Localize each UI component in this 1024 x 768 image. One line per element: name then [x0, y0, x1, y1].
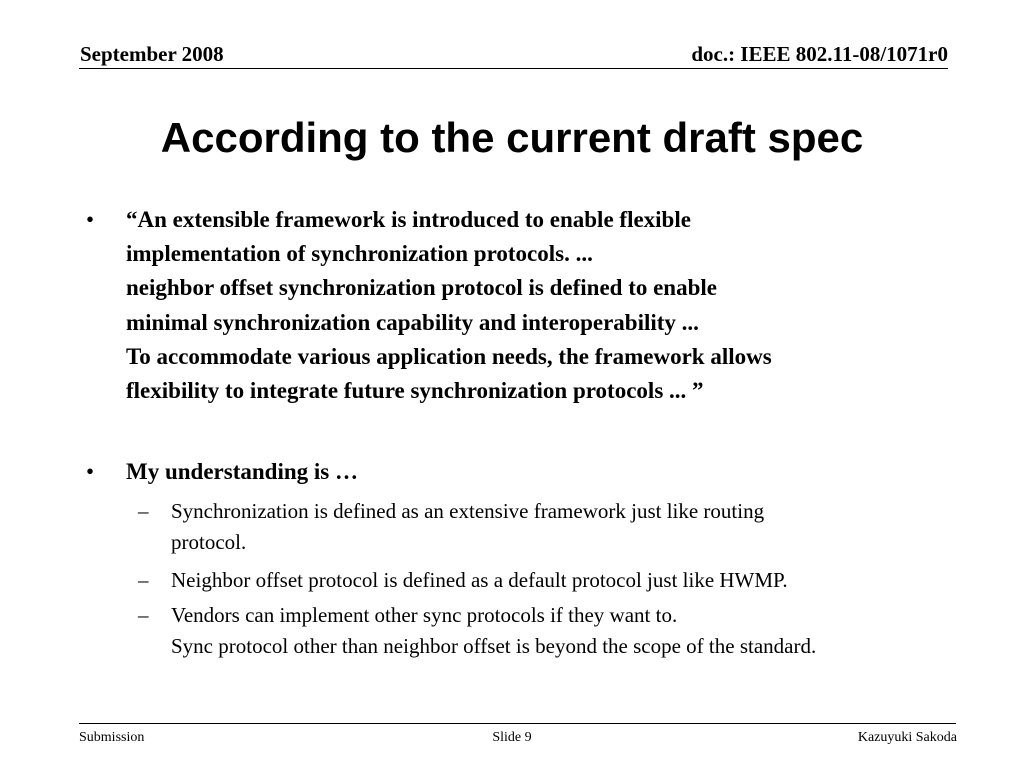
- bullet-line: “An extensible framework is introduced to enable flexible: [126, 207, 691, 232]
- sub-item-line: protocol.: [171, 530, 247, 554]
- sub-item-line: Vendors can implement other sync protocols if they want to.: [171, 603, 678, 627]
- bullet-line: To accommodate various application needs, the framework allows: [126, 343, 772, 369]
- bullet-line: implementation of synchronization protocols. ...: [126, 241, 593, 267]
- bullet-line: minimal synchronization capability and interoperability ...: [126, 309, 699, 335]
- sub-item-marker: –: [138, 568, 149, 592]
- header-date: September 2008: [80, 42, 224, 66]
- footer-divider: [79, 723, 956, 724]
- slide-title: According to the current draft spec: [160, 114, 864, 161]
- sub-item-marker: –: [138, 603, 149, 627]
- footer-slide-number: Slide 9: [492, 730, 532, 745]
- bullet-marker: •: [86, 459, 95, 484]
- sub-item-line: Sync protocol other than neighbor offset is beyond the scope of the standard.: [171, 634, 817, 658]
- bullet-marker: •: [86, 207, 95, 232]
- bullet-line: My understanding is …: [126, 459, 358, 484]
- sub-item-marker: –: [138, 499, 149, 523]
- sub-item-line: Synchronization is defined as an extensive framework just like routing: [171, 499, 765, 523]
- footer-submission: Submission: [79, 730, 145, 745]
- bullet-text: [126, 455, 996, 489]
- sub-item-line: Neighbor offset protocol is defined as a default protocol just like HWMP.: [171, 568, 788, 592]
- sub-item-text: [171, 565, 991, 596]
- footer-author: Kazuyuki Sakoda: [857, 730, 957, 745]
- bullet-text: [126, 203, 996, 408]
- bullet-line: neighbor offset synchronization protocol is defined to enable: [126, 275, 717, 301]
- header-doc-id: doc.: IEEE 802.11-08/1071r0: [691, 42, 948, 66]
- header-divider: [79, 68, 948, 69]
- sub-item-text: [171, 496, 991, 558]
- bullet-line: flexibility to integrate future synchronization protocols ... ”: [126, 378, 704, 404]
- sub-item-text: [171, 600, 991, 662]
